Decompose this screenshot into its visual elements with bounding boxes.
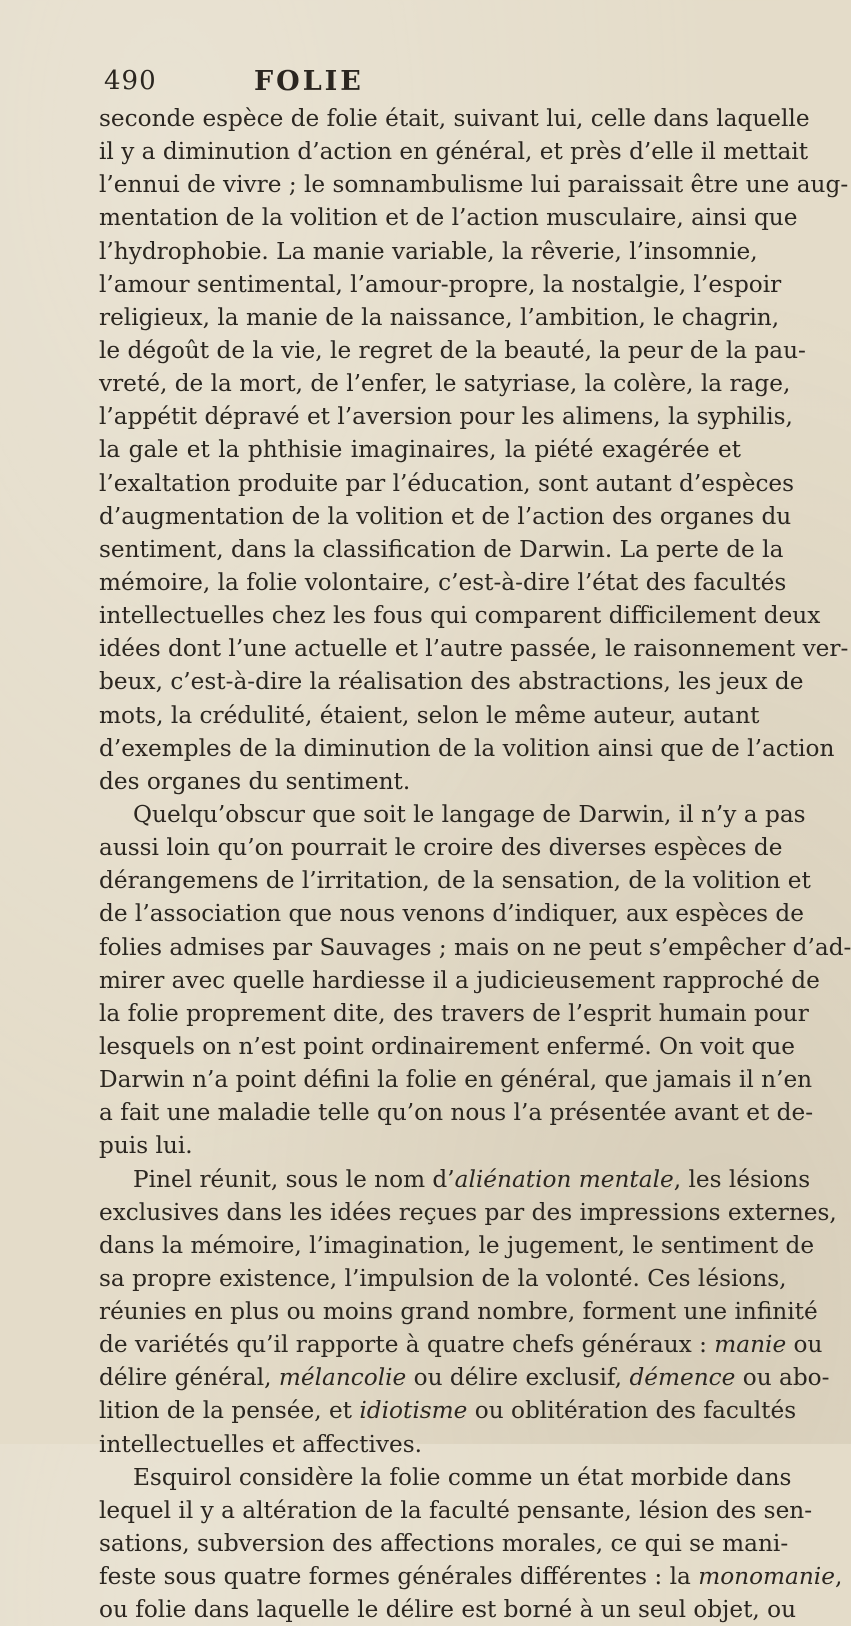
- text-segment: ou délire exclusif,: [406, 1364, 630, 1392]
- text-line: folies admises par Sauvages ; mais on ne peut s’empêcher d’ad-: [99, 933, 851, 961]
- paragraph-start-line: Esquirol considère la folie comme un état morbide dans: [133, 1463, 792, 1491]
- text-line: religieux, la manie de la naissance, l’ambition, le chagrin,: [99, 303, 780, 331]
- paragraph-end-line: puis lui.: [99, 1132, 193, 1160]
- text-line: l’hydrophobie. La manie variable, la rêverie, l’insomnie,: [99, 237, 758, 265]
- paragraph-end-line: des organes du sentiment.: [99, 767, 411, 795]
- body-text: [99, 102, 851, 1626]
- text-line: mentation de la volition et de l’action musculaire, ainsi que: [99, 204, 798, 232]
- text-line: idées dont l’une actuelle et l’autre passée, le raisonnement ver-: [99, 635, 849, 663]
- text-line: dérangemens de l’irritation, de la sensation, de la volition et: [99, 867, 811, 895]
- text-segment: Pinel réunit, sous le nom d’: [133, 1165, 455, 1193]
- text-line: beux, c’est-à-dire la réalisation des abstractions, les jeux de: [99, 668, 804, 696]
- text-segment: ou oblitération des facultés: [467, 1397, 797, 1425]
- italic-term: idiotisme: [359, 1397, 468, 1425]
- italic-term: aliénation mentale: [454, 1165, 674, 1193]
- text-line: intellectuelles chez les fous qui comparent difficilement deux: [99, 602, 821, 630]
- text-segment: lition de la pensée, et: [99, 1397, 360, 1425]
- text-line: mémoire, la folie volontaire, c’est-à-dire l’état des facultés: [99, 568, 787, 596]
- text-line: [99, 1394, 797, 1427]
- text-line: l’exaltation produite par l’éducation, sont autant d’espèces: [99, 469, 795, 497]
- text-line: Darwin n’a point défini la folie en général, que jamais il n’en: [99, 1066, 813, 1094]
- text-line: de l’association que nous venons d’indiquer, aux espèces de: [99, 900, 804, 928]
- text-line: a fait une maladie telle qu’on nous l’a présentée avant et de-: [99, 1099, 814, 1127]
- italic-term: mélancolie: [278, 1364, 407, 1392]
- text-segment: feste sous quatre formes générales différentes : la: [99, 1563, 699, 1591]
- text-line: seconde espèce de folie était, suivant lui, celle dans laquelle: [99, 105, 810, 132]
- text-line: mirer avec quelle hardiesse il a judicieusement rapproché de: [99, 966, 820, 994]
- text-line: [99, 1560, 843, 1593]
- text-line: d’augmentation de la volition et de l’action des organes du: [99, 502, 792, 530]
- text-line: lequel il y a altération de la faculté pensante, lésion des sen-: [99, 1496, 813, 1524]
- text-line: le dégoût de la vie, le regret de la beauté, la peur de la pau-: [99, 336, 806, 364]
- text-line: sations, subversion des affections morales, ce qui se mani-: [99, 1530, 789, 1558]
- text-line: ou folie dans laquelle le délire est borné à un seul objet, ou: [99, 1596, 797, 1624]
- paragraph-start-line: [99, 1163, 811, 1196]
- text-segment: , les lésions: [673, 1165, 811, 1193]
- text-line: l’amour sentimental, l’amour-propre, la nostalgie, l’espoir: [99, 270, 782, 298]
- text-segment: ou: [786, 1331, 823, 1359]
- paragraph-end-line: intellectuelles et affectives.: [99, 1430, 422, 1458]
- paragraph-start-line: Quelqu’obscur que soit le langage de Darwin, il n’y a pas: [133, 800, 806, 828]
- text-segment: de variétés qu’il rapporte à quatre chefs généraux :: [99, 1331, 715, 1359]
- text-line: la gale et la phthisie imaginaires, la piété exagérée et: [99, 436, 741, 464]
- italic-term: monomanie: [698, 1563, 835, 1591]
- text-line: sa propre existence, l’impulsion de la volonté. Ces lésions,: [99, 1264, 787, 1292]
- running-head: [104, 66, 704, 102]
- text-line: lesquels on n’est point ordinairement enfermé. On voit que: [99, 1032, 796, 1060]
- text-line: il y a diminution d’action en général, et près d’elle il mettait: [99, 138, 809, 166]
- page-number: 490: [104, 66, 157, 96]
- text-line: d’exemples de la diminution de la volition ainsi que de l’action: [99, 734, 835, 762]
- text-line: exclusives dans les idées reçues par des impressions externes,: [99, 1198, 837, 1226]
- text-line: sentiment, dans la classification de Darwin. La perte de la: [99, 535, 784, 563]
- italic-term: démence: [629, 1364, 736, 1392]
- text-line: l’appétit dépravé et l’aversion pour les alimens, la syphilis,: [99, 403, 793, 431]
- text-segment: ou abo-: [735, 1364, 830, 1392]
- italic-term: manie: [714, 1331, 787, 1359]
- text-line: [99, 1361, 830, 1394]
- running-title: FOLIE: [254, 66, 364, 97]
- text-segment: ,: [834, 1563, 843, 1591]
- text-line: la folie proprement dite, des travers de l’esprit humain pour: [99, 999, 809, 1027]
- text-line: dans la mémoire, l’imagination, le jugement, le sentiment de: [99, 1231, 815, 1259]
- text-line: réunies en plus ou moins grand nombre, forment une infinité: [99, 1298, 818, 1326]
- text-line: vreté, de la mort, de l’enfer, le satyriase, la colère, la rage,: [99, 370, 791, 398]
- text-line: l’ennui de vivre ; le somnambulisme lui paraissait être une aug-: [99, 171, 849, 199]
- text-line: mots, la crédulité, étaient, selon le même auteur, autant: [99, 701, 760, 729]
- text-segment: délire général,: [99, 1364, 279, 1392]
- text-line: [99, 1328, 823, 1361]
- text-line: aussi loin qu’on pourrait le croire des diverses espèces de: [99, 834, 783, 862]
